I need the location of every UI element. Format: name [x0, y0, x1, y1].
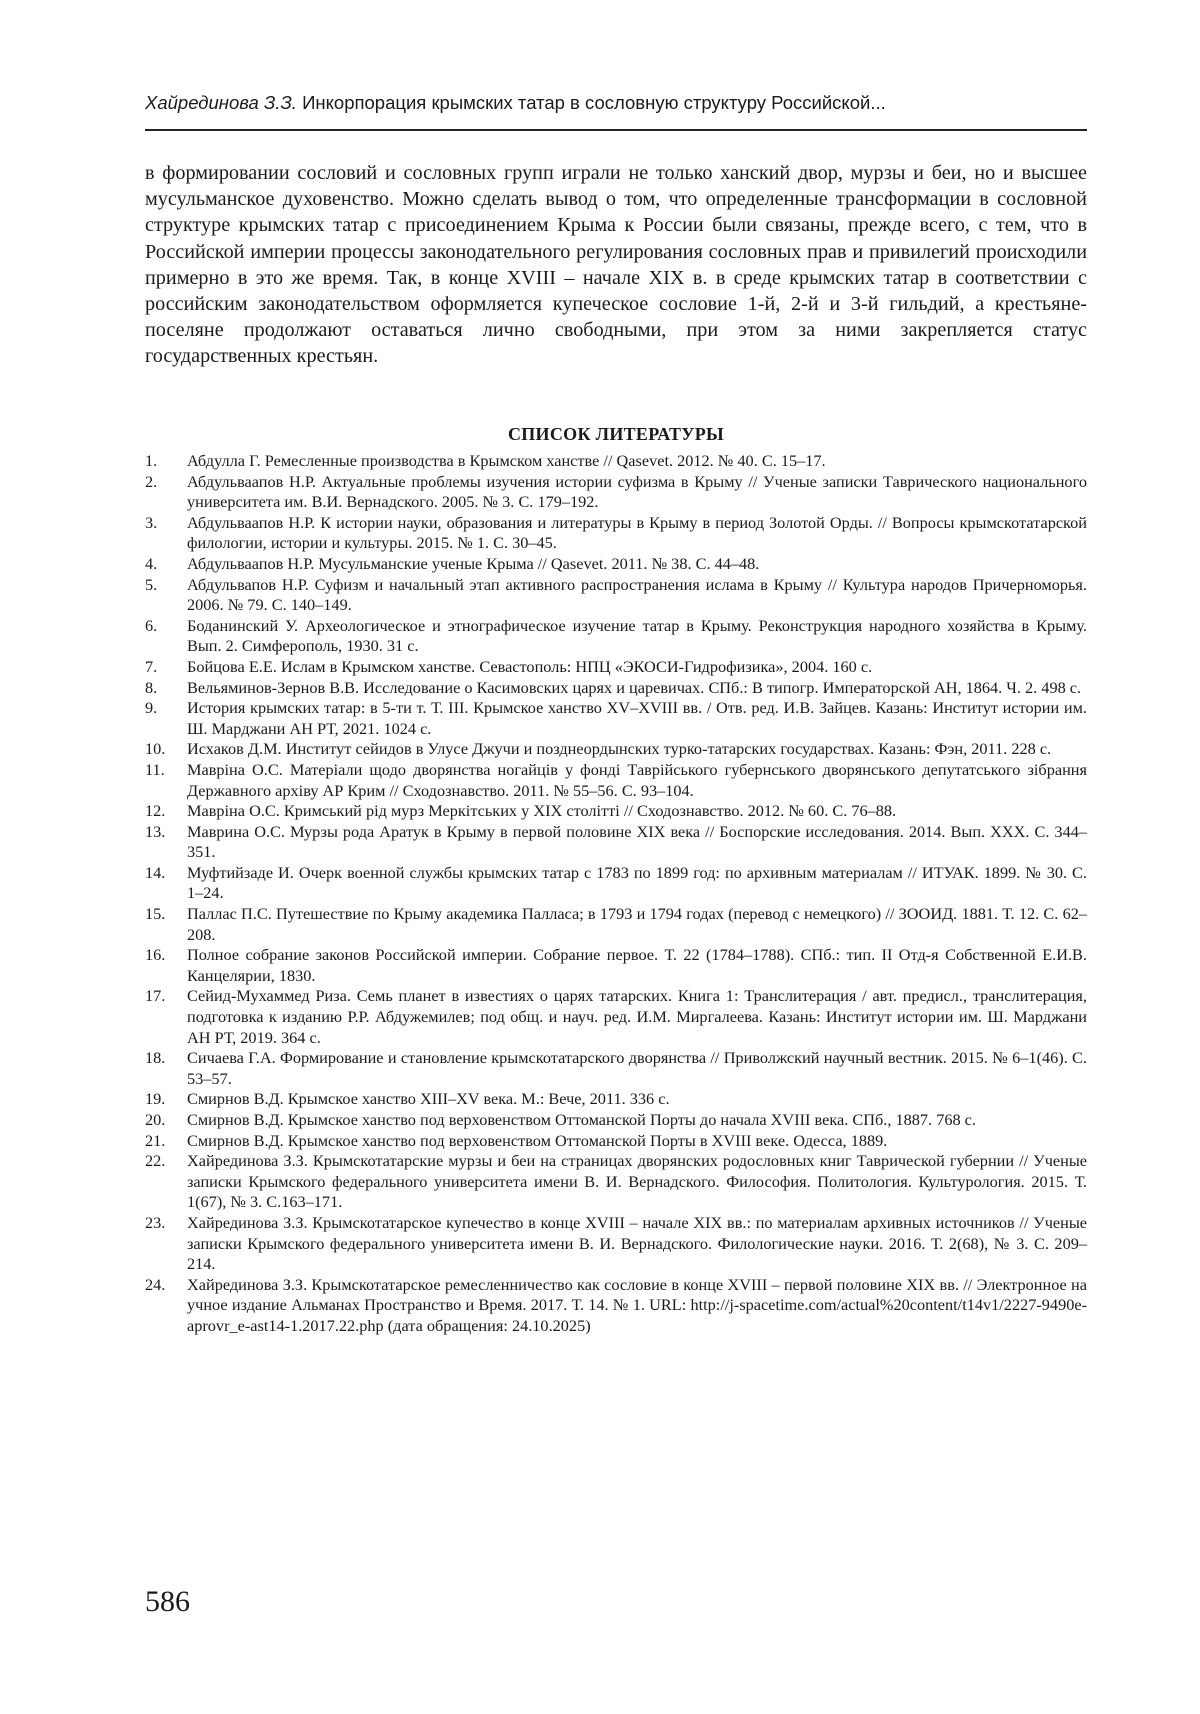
reference-text: Бойцова Е.Е. Ислам в Крымском ханстве. Севастополь: НПЦ «ЭКОСИ-Гидрофизика», 2004. 160 с. — [187, 656, 873, 676]
reference-text: Мавріна О.С. Матеріали щодо дворянства ногайців у фонді Таврійського губернського дворянського депутатського зібрання Державного архіву АР Крим // Сходознавство. 2011. № 55–56. С. 93–104. — [187, 759, 1087, 800]
reference-item — [145, 986, 1087, 1048]
references-list — [145, 451, 1087, 1337]
reference-item — [145, 698, 1087, 739]
reference-text: Вельяминов-Зернов В.В. Исследование о Касимовских царях и царевичах. СПб.: В типогр. Императорской АН, 1864. Ч. 2. 498 с. — [187, 677, 1082, 697]
running-header — [145, 91, 1087, 115]
reference-text: Сейид-Мухаммед Риза. Семь планет в известиях о царях татарских. Книга 1: Транслитерация / авт. предисл., транслитерация, подготовка к изданию Р.Р. Абдужемилев; под общ. и науч. ред. И.М. Миргалеева. Казань: Институт истории им. Ш. Марджани АН РТ, 2019. 364 с. — [187, 986, 1087, 1047]
reference-item — [145, 513, 1087, 554]
reference-item — [145, 760, 1087, 801]
body-paragraph: в формировании сословий и сословных групп играли не только ханский двор, мурзы и беи, но и высшее мусульманское духовенство. Можно сделать вывод о том, что определенные трансформации в сословной структуре крымских татар с присоединением Крыма к России были связаны, прежде всего, с тем, что в Российской империи процессы законодательного регулирования сословных прав и привилегий происходили примерно в это же время. Так, в конце XVIII – начале XIX в. в среде крымских татар в соответствии с российским законодательством оформляется купеческое сословие 1-й, 2-й и 3-й гильдий, а крестьяне-поселяне продолжают оставаться лично свободными, при этом за ними закрепляется статус государственных крестьян. — [145, 162, 1087, 368]
reference-text: Хайрединова З.З. Крымскотатарские мурзы и беи на страницах дворянских родословных книг Таврической губернии // Ученые записки Крымского федерального университета имени В. И. Вернадского. Философия. Политология. Культурология. 2015. Т. 1(67), № 3. С.163–171. — [187, 1151, 1087, 1212]
reference-number: 10. — [145, 739, 166, 759]
reference-text: Смирнов В.Д. Крымское ханство под верховенством Оттоманской Порты в XVIII веке. Одесса, 1889. — [187, 1130, 888, 1150]
reference-text: Абдульвапов Н.Р. Суфизм и начальный этап активного распространения ислама в Крыму // Культура народов Причерноморья. 2006. № 79. С. 140–149. — [187, 574, 1087, 615]
reference-item — [145, 1275, 1087, 1337]
reference-item — [145, 1131, 1087, 1152]
reference-text: Мавріна О.С. Кримський рід мурз Меркітських у XIX столітті // Сходознавство. 2012. № 60. С. 76–88. — [187, 801, 897, 821]
reference-number: 7. — [145, 656, 158, 676]
reference-item — [145, 1089, 1087, 1110]
reference-text: Маврина О.С. Мурзы рода Аратук в Крыму в первой половине XIX века // Боспорские исследования. 2014. Вып. XXX. С. 344–351. — [187, 821, 1087, 862]
reference-number: 21. — [145, 1130, 166, 1150]
reference-text: Абдульваапов Н.Р. К истории науки, образования и литературы в Крыму в период Золотой Орды. // Вопросы крымскотатарской филологии, истории и культуры. 2015. № 1. С. 30–45. — [187, 512, 1087, 553]
reference-text: Полное собрание законов Российской империи. Собрание первое. Т. 22 (1784–1788). СПб.: тип. II Отд-я Собственной Е.И.В. Канцелярии, 1830. — [187, 945, 1087, 985]
header-author: Хайрединова З.З. — [145, 92, 297, 113]
reference-number: 4. — [145, 553, 158, 573]
reference-item — [145, 1048, 1087, 1089]
reference-item — [145, 1110, 1087, 1131]
reference-item — [145, 451, 1087, 472]
reference-item — [145, 801, 1087, 822]
reference-number: 8. — [145, 677, 158, 697]
reference-item — [145, 472, 1087, 513]
reference-number: 2. — [145, 471, 158, 491]
reference-item — [145, 822, 1087, 863]
reference-text: Абдульваапов Н.Р. Мусульманские ученые Крыма // Qasevet. 2011. № 38. С. 44–48. — [187, 553, 760, 573]
reference-item — [145, 678, 1087, 699]
reference-number: 9. — [145, 698, 158, 718]
page-number: 586 — [145, 1585, 190, 1618]
reference-text: Смирнов В.Д. Крымское ханство XIII–XV века. М.: Вече, 2011. 336 с. — [187, 1089, 670, 1109]
reference-item — [145, 657, 1087, 678]
reference-item — [145, 1213, 1087, 1275]
reference-number: 15. — [145, 904, 166, 924]
reference-item — [145, 904, 1087, 945]
reference-item — [145, 616, 1087, 657]
reference-item — [145, 739, 1087, 760]
reference-text: Паллас П.С. Путешествие по Крыму академика Палласа; в 1793 и 1794 годах (перевод с немецкого) // ЗООИД. 1881. Т. 12. С. 62–208. — [187, 904, 1087, 944]
reference-text: Абдулла Г. Ремесленные производства в Крымском ханстве // Qasevet. 2012. № 40. С. 15–17. — [187, 451, 826, 470]
reference-item — [145, 1151, 1087, 1213]
reference-number: 13. — [145, 821, 166, 841]
reference-number: 3. — [145, 512, 158, 532]
reference-number: 17. — [145, 986, 166, 1006]
reference-item — [145, 554, 1087, 575]
reference-number: 14. — [145, 862, 166, 882]
reference-number: 22. — [145, 1151, 166, 1171]
reference-text: Смирнов В.Д. Крымское ханство под верховенством Оттоманской Порты до начала XVIII века. СПб., 1887. 768 с. — [187, 1110, 976, 1129]
reference-text: Хайрединова З.З. Крымскотатарское купечество в конце XVIII – начале XIX вв.: по материалам архивных источников // Ученые записки Крымского федерального университета имени В. И. Вернадского. Филологические науки. 2016. Т. 2(68), № 3. С. 209–214. — [187, 1212, 1087, 1274]
reference-number: 5. — [145, 574, 158, 594]
reference-text: Муфтийзаде И. Очерк военной службы крымских татар с 1783 по 1899 год: по архивным материалам // ИТУАК. 1899. № 30. С. 1–24. — [187, 862, 1087, 903]
reference-number: 19. — [145, 1089, 166, 1109]
reference-number: 12. — [145, 801, 166, 821]
reference-number: 18. — [145, 1048, 166, 1068]
reference-number: 1. — [145, 451, 158, 470]
reference-item — [145, 575, 1087, 616]
reference-number: 11. — [145, 759, 165, 779]
reference-number: 20. — [145, 1110, 166, 1129]
reference-text: Абдульваапов Н.Р. Актуальные проблемы изучения истории суфизма в Крыму // Ученые записки Таврического национального университета им. В.И. Вернадского. 2005. № 3. С. 179–192. — [187, 471, 1087, 512]
header-divider — [145, 129, 1087, 131]
reference-text: Исхаков Д.М. Институт сейидов в Улусе Джучи и позднеордынских турко-татарских государствах. Казань: Фэн, 2011. 228 с. — [187, 739, 1052, 759]
reference-item — [145, 863, 1087, 904]
reference-text: Боданинский У. Археологическое и этнографическое изучение татар в Крыму. Реконструкция народного хозяйства в Крыму. Вып. 2. Симферополь, 1930. 31 с. — [187, 615, 1087, 656]
reference-number: 16. — [145, 945, 166, 965]
reference-text: Сичаева Г.А. Формирование и становление крымскотатарского дворянства // Приволжский научный вестник. 2015. № 6–1(46). С. 53–57. — [187, 1048, 1087, 1088]
reference-number: 6. — [145, 615, 158, 635]
reference-number: 24. — [145, 1274, 166, 1294]
reference-text: Хайрединова З.З. Крымскотатарское ремесленничество как сословие в конце XVIII – первой половине XIX вв. // Электронное научное издание Альманах Пространство и Время. 2017. Т. 14. № 1. URL: http://j-spacetime.com/actual%20content/t14v1/2227-9490e-aprovr_e-ast14-1.2017.22.php (дата обращения: 24.10.2025) — [187, 1274, 1087, 1335]
references-heading: СПИСОК ЛИТЕРАТУРЫ — [507, 424, 725, 444]
reference-number: 23. — [145, 1212, 166, 1232]
reference-item — [145, 945, 1087, 986]
header-title: Инкорпорация крымских татар в сословную структуру Российской... — [302, 92, 886, 113]
reference-text: История крымских татар: в 5-ти т. Т. III. Крымское ханство XV–XVIII вв. / Отв. ред. И.В. Зайцев. Казань: Институт истории им. Ш. Марджани АН РТ, 2021. 1024 с. — [187, 698, 1087, 738]
